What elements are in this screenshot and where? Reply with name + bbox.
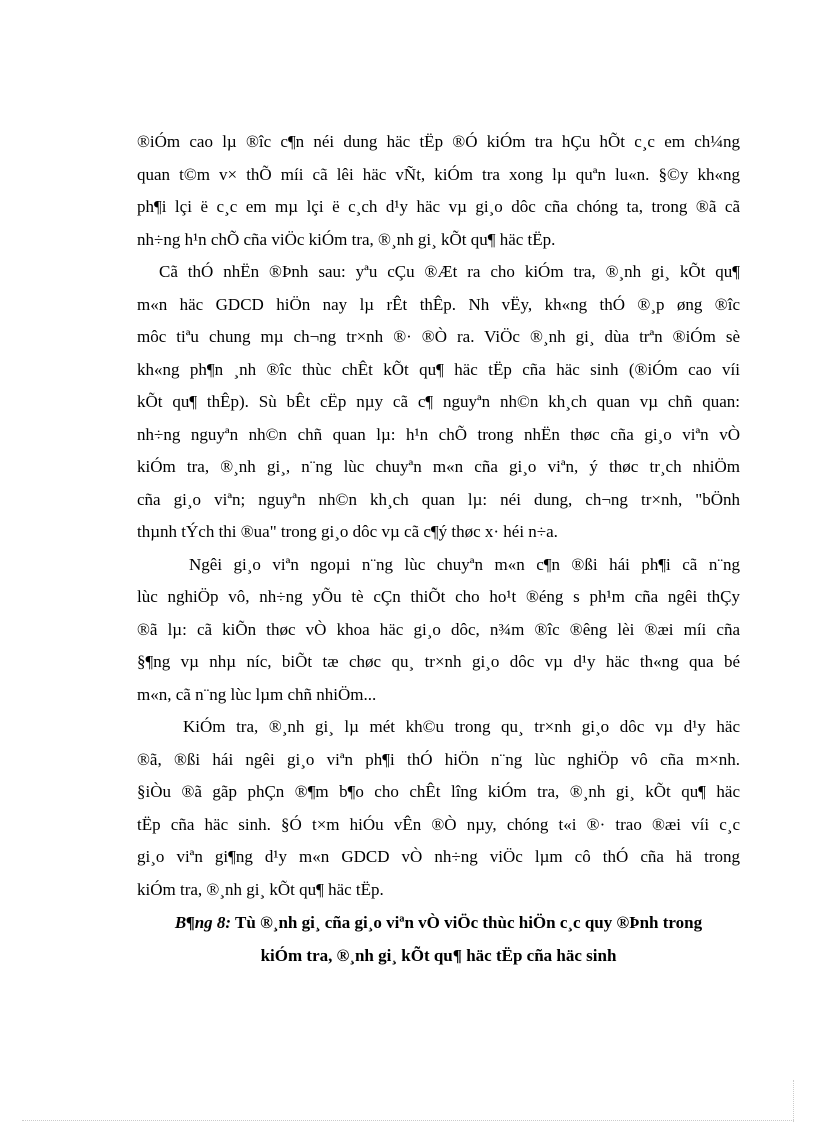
paragraph-4 [137,711,740,906]
table-caption [137,906,740,972]
text-line: KiÓm tra, ®¸nh gi¸ lµ mét kh©u trong qu¸ tr×nh gi¸o dôc vµ d¹y häc [183,717,740,736]
page-bottom-rule [22,1120,794,1121]
text-line: Cã thÓ nhËn ®Þnh sau: yªu cÇu ®Æt ra cho kiÓm tra, ®¸nh gi¸ kÕt qu¶ [159,262,740,281]
text-line: cña gi¸o viªn; nguyªn nh©n kh¸ch quan lµ: néi dung, ch¬ng tr×nh, "bÖnh [137,489,740,509]
paragraph-3 [137,549,740,712]
caption-title-line1: Tù ®¸nh gi¸ cña gi¸o viªn vÒ viÖc thùc hiÖn c¸c quy ®Þnh trong [231,913,703,932]
text-line: môc tiªu chung mµ ch¬ng tr×nh ®· ®Ò ra. ViÖc ®¸nh gi¸ dùa trªn ®iÓm sè [137,327,740,346]
text-line: gi¸o viªn gi¶ng d¹y m«n GDCD vÒ nh÷ng viÖc lµm cô thÓ cña hä trong [137,847,740,866]
caption-label: B¶ng 8: [174,913,232,932]
text-line: m«n, cã n¨ng lùc lµm chñ nhiÖm... [137,684,377,704]
caption-title-line2: kiÓm tra, ®¸nh gi¸ kÕt qu¶ häc tËp cña häc sinh [260,946,617,965]
text-line: ®ã lµ: cã kiÕn thøc vÒ khoa häc gi¸o dôc, n¾m ®îc ®êng lèi ®æi míi cña [137,619,740,639]
text-line: kh«ng ph¶n ¸nh ®îc thùc chÊt kÕt qu¶ häc tËp cña häc sinh (®iÓm cao víi [137,359,740,379]
text-line: §iÒu ®ã gãp phÇn ®¶m b¶o cho chÊt lîng kiÓm tra, ®¸nh gi¸ kÕt qu¶ häc [137,782,740,801]
text-line: m«n häc GDCD hiÖn nay lµ rÊt thÊp. Nh vËy, kh«ng thÓ ®¸p øng ®îc [137,294,740,314]
caption-line [137,906,740,939]
text-line: nh÷ng h¹n chÕ cña viÖc kiÓm tra, ®¸nh gi¸ kÕt qu¶ häc tËp. [137,229,556,249]
text-line: nh÷ng nguyªn nh©n chñ quan lµ: h¹n chÕ trong nhËn thøc cña gi¸o viªn vÒ [137,424,740,444]
text-line: ®ã, ®ßi hái ngêi gi¸o viªn ph¶i thÓ hiÖn n¨ng lùc nghiÖp vô cña m×nh. [137,749,740,769]
paragraph-1 [137,126,740,256]
paragraph-2 [137,256,740,549]
text-line: kiÓm tra, ®¸nh gi¸ kÕt qu¶ häc tËp. [137,879,384,899]
text-line: ph¶i lçi ë c¸c em mµ lçi ë c¸ch d¹y häc vµ gi¸o dôc cña chóng ta, trong ®ã cã [137,197,740,216]
text-line: ®iÓm cao lµ ®îc c¶n néi dung häc tËp ®Ó kiÓm tra hÇu hÕt c¸c em ch¼ng [137,132,740,151]
text-line: Ngêi gi¸o viªn ngoµi n¨ng lùc chuyªn m«n c¶n ®ßi hái ph¶i cã n¨ng [189,554,740,574]
text-line: kÕt qu¶ thÊp). Sù bÊt cËp nµy cã c¶ nguyªn nh©n kh¸ch quan vµ chñ quan: [137,392,740,411]
text-line: kiÓm tra, ®¸nh gi¸, n¨ng lùc chuyªn m«n cña gi¸o viªn, ý thøc tr¸ch nhiÖm [137,457,740,476]
text-line: thµnh tÝch thi ®ua" trong gi¸o dôc vµ cã c¶ý thøc x· héi n÷a. [137,522,558,541]
body-text [137,126,740,972]
text-line: tËp cña häc sinh. §Ó t×m hiÓu vÊn ®Ò nµy, chóng t«i ®· trao ®æi víi c¸c [137,814,740,834]
text-line: quan t©m v× thÕ míi cã lêi häc vÑt, kiÓm tra xong lµ quªn lu«n. §©y kh«ng [137,164,740,184]
text-line: §¶ng vµ nhµ níc, biÕt tæ chøc qu¸ tr×nh gi¸o dôc vµ d¹y häc th«ng qua bé [137,652,740,671]
page-corner-rule [793,1080,794,1122]
text-line: lùc nghiÖp vô, nh÷ng yÕu tè cÇn thiÕt cho ho¹t ®éng s ph¹m cña ngêi thÇy [137,587,740,606]
